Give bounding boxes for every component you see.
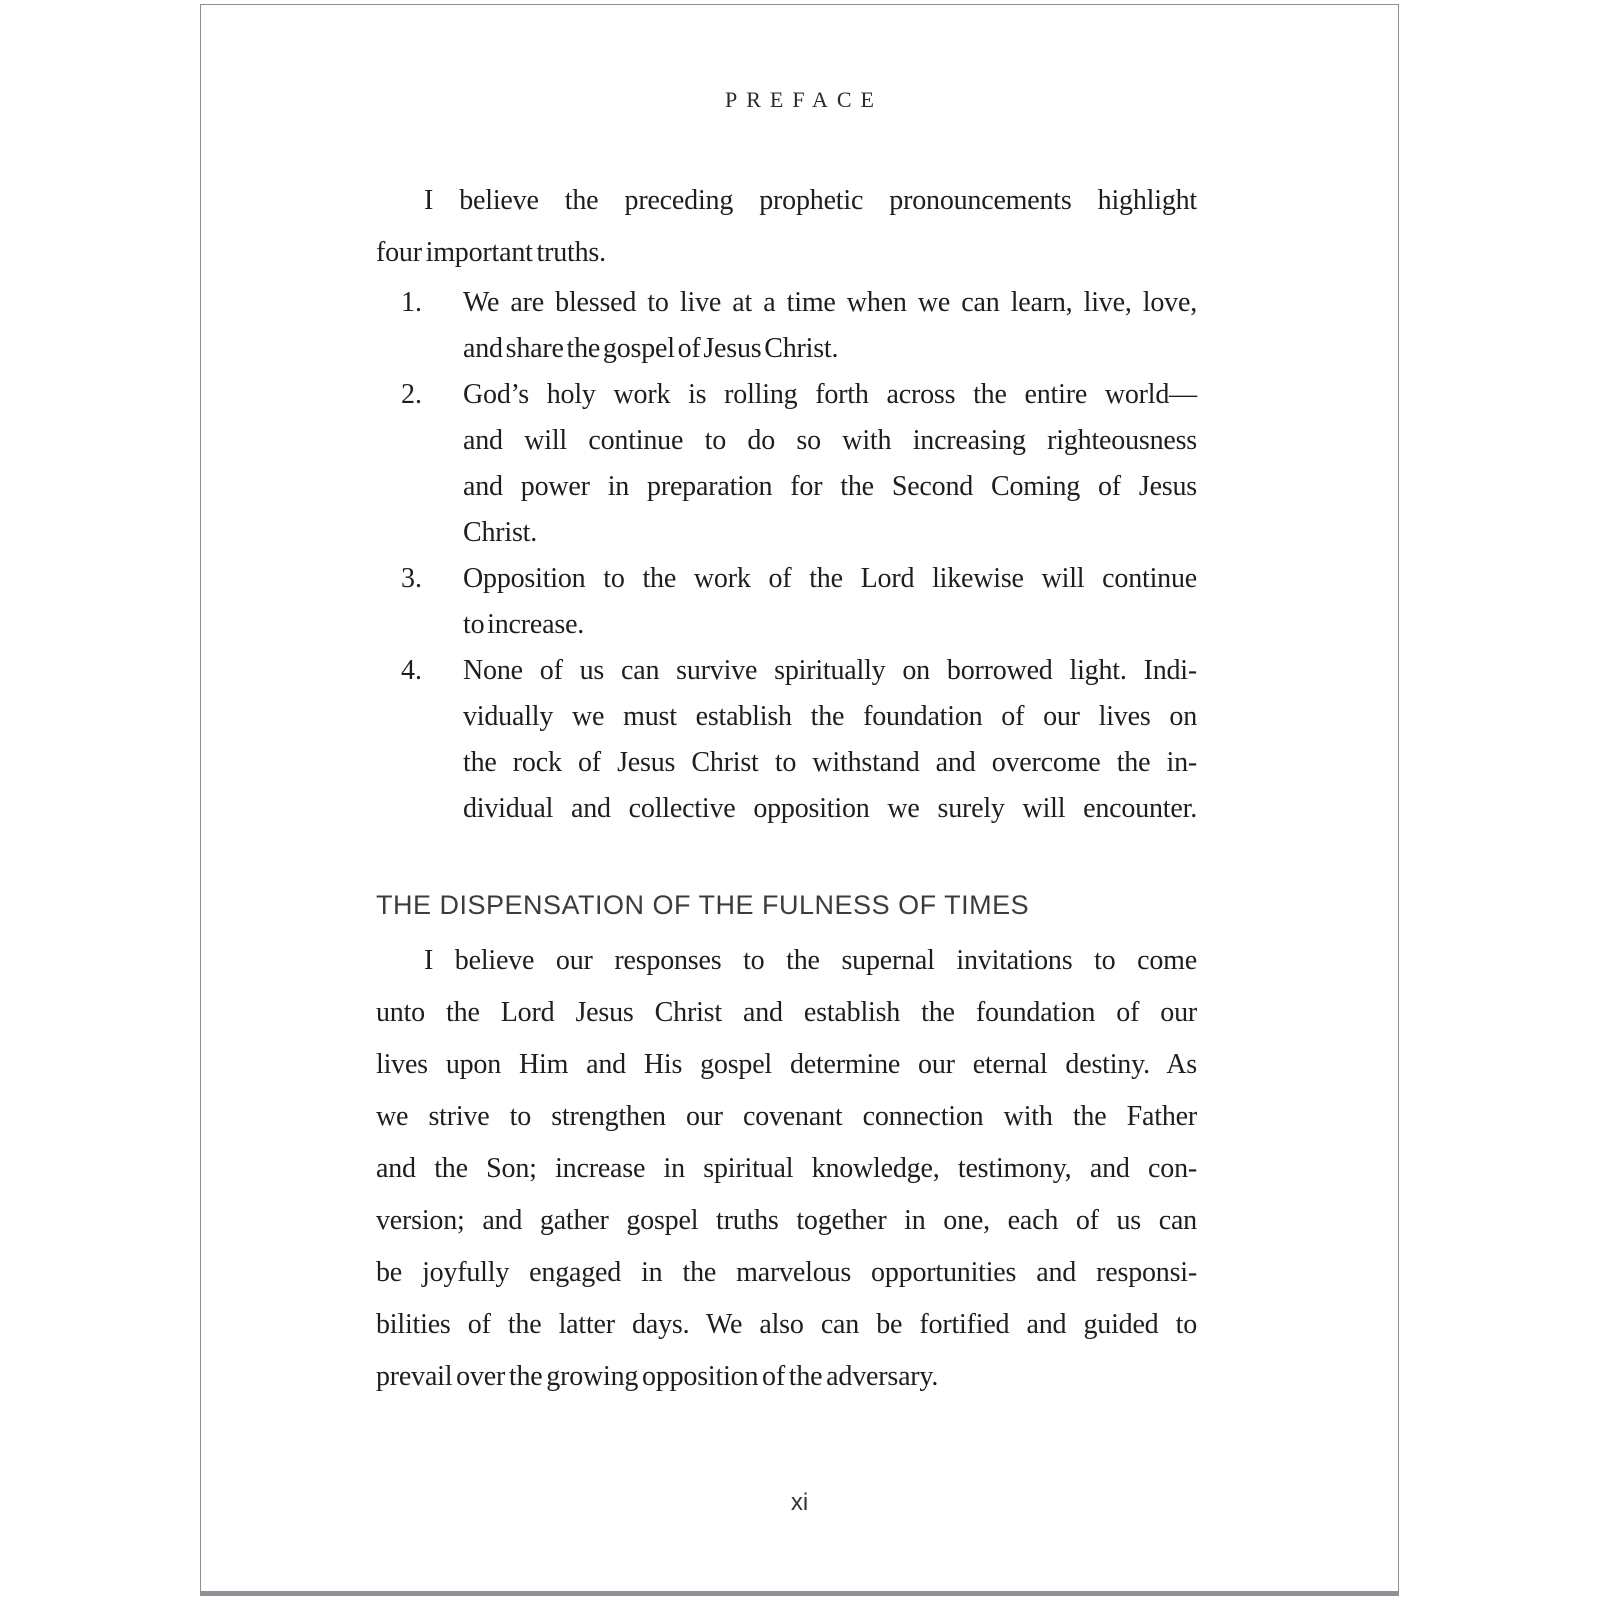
page <box>200 4 1399 1596</box>
text-line: Christ. <box>463 517 538 548</box>
text-line: and power in preparation for the Second Coming of Jesus <box>463 471 1197 502</box>
text-line: and the Son; increase in spiritual knowledge, testimony, and con- <box>376 1153 1197 1184</box>
list-item <box>401 372 1197 556</box>
text-line: prevail over the growing opposition of the adversary. <box>376 1361 939 1392</box>
text-line: and will continue to do so with increasing righteousness <box>463 425 1197 456</box>
text-line: I believe the preceding prophetic pronouncements highlight <box>424 185 1197 216</box>
text-line: We are blessed to live at a time when we can learn, live, love, <box>463 287 1197 318</box>
list-item <box>401 556 1197 648</box>
text-line: we strive to strengthen our covenant connection with the Father <box>376 1101 1197 1132</box>
running-header: PREFACE <box>725 87 883 112</box>
text-line: vidually we must establish the foundation of our lives on <box>463 701 1197 732</box>
item-number: 3. <box>401 563 422 594</box>
section-paragraph <box>376 935 1197 1403</box>
text-line: None of us can survive spiritually on borrowed light. Indi- <box>463 655 1197 686</box>
text-line: lives upon Him and His gospel determine our eternal destiny. As <box>376 1049 1197 1080</box>
text-line: I believe our responses to the supernal invitations to come <box>424 945 1197 976</box>
text-line: to increase. <box>463 609 585 640</box>
item-number: 4. <box>401 655 422 686</box>
text-line: version; and gather gospel truths together in one, each of us can <box>376 1205 1197 1236</box>
item-number: 2. <box>401 379 422 410</box>
text-line: God’s holy work is rolling forth across the entire world— <box>463 379 1197 410</box>
text-line: and share the gospel of Jesus Christ. <box>463 333 839 364</box>
list-item <box>401 648 1197 832</box>
page-number: xi <box>790 1489 809 1516</box>
text-line: Opposition to the work of the Lord likewise will continue <box>463 563 1197 594</box>
item-number: 1. <box>401 287 422 318</box>
text-line: four important truths. <box>376 237 606 268</box>
text-line: the rock of Jesus Christ to withstand and overcome the in- <box>463 747 1197 778</box>
list-item <box>401 280 1197 372</box>
text-line: dividual and collective opposition we surely will encounter. <box>463 793 1197 824</box>
text-line: be joyfully engaged in the marvelous opportunities and responsi- <box>376 1257 1197 1288</box>
truths-list <box>376 280 1197 832</box>
intro-paragraph <box>376 175 1197 279</box>
text-line: unto the Lord Jesus Christ and establish the foundation of our <box>376 997 1197 1028</box>
section-heading: THE DISPENSATION OF THE FULNESS OF TIMES <box>376 890 1030 920</box>
section-heading-block <box>376 889 1197 921</box>
text-line: bilities of the latter days. We also can be fortified and guided to <box>376 1309 1197 1340</box>
